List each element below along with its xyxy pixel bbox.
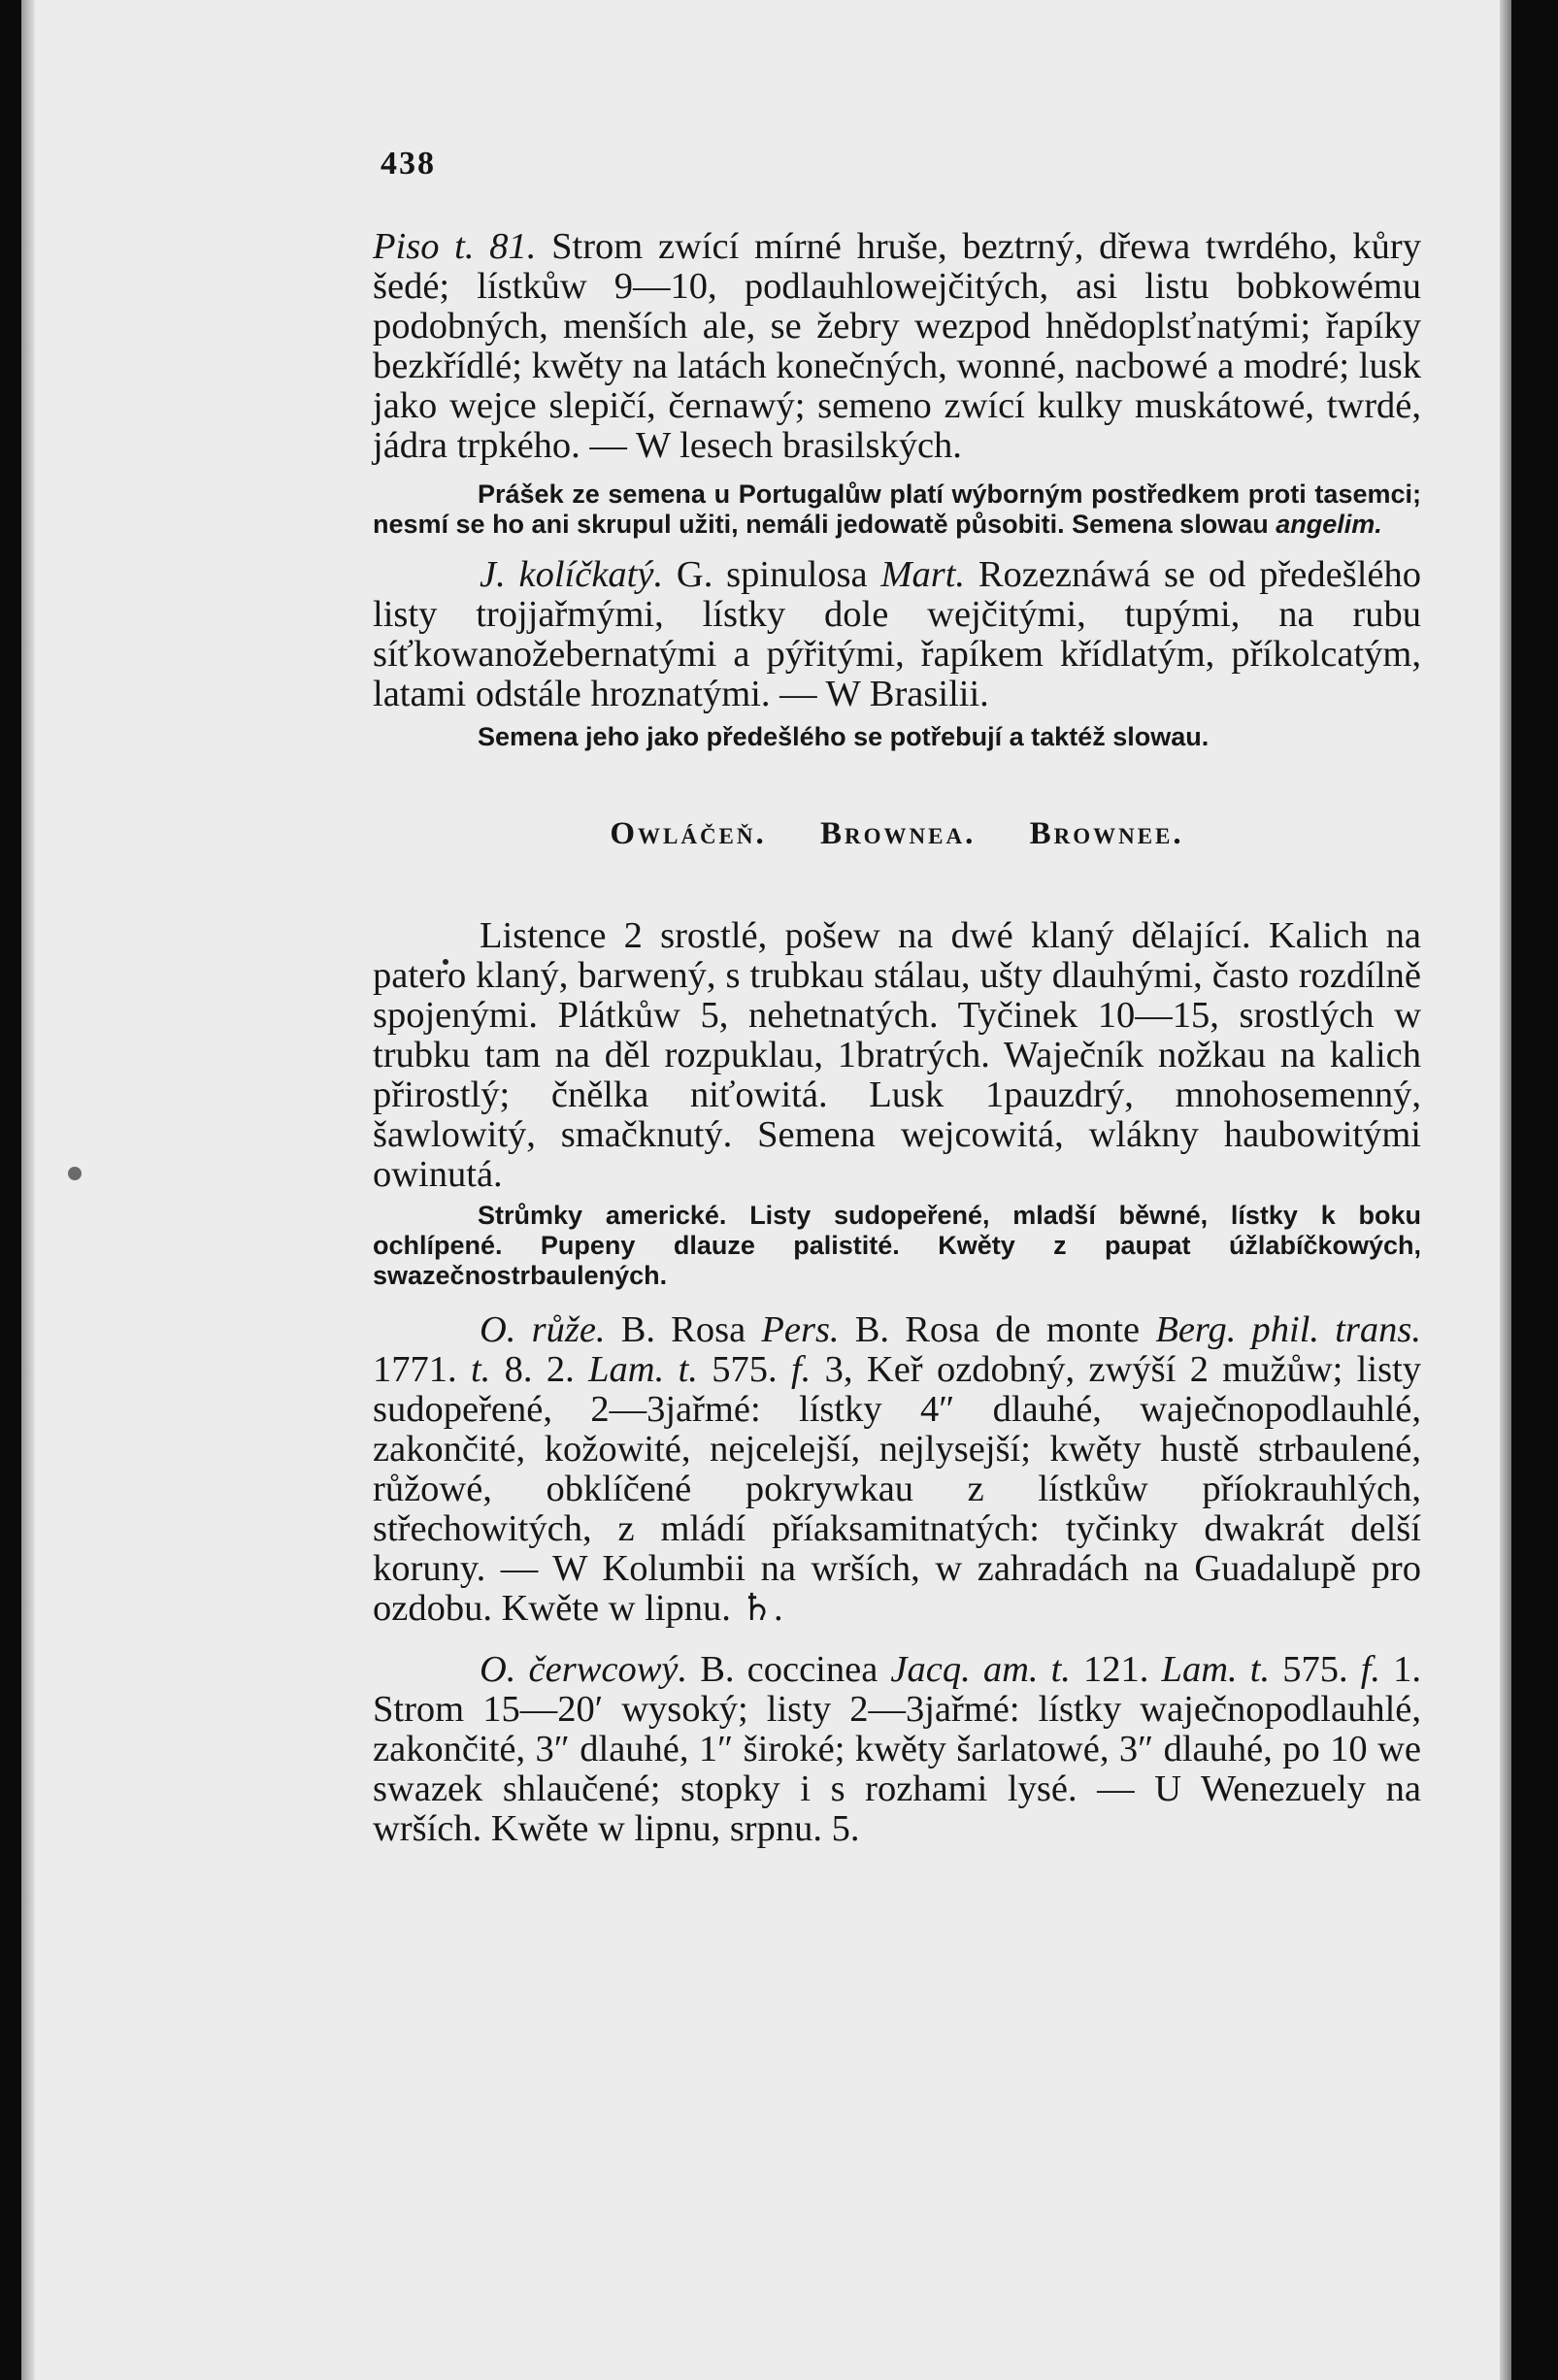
genus-note: Strůmky americké. Listy sudopeřené, mladší běwné, lístky k boku ochlípené. Pupeny dlauze palistité. Kwěty z paupat úžlabíčkowých, swazečnostrbaulených. bbox=[373, 1201, 1421, 1290]
species-ruze bbox=[373, 1310, 1421, 1629]
note-prasek-text: Prášek ze semena u Portugalůw platí wýborným postředkem proti tasemci; nesmí se ho ani skrupul užiti, nemáli jedowatě působiti. Semena slowau bbox=[373, 479, 1421, 539]
entry-kolickaty bbox=[373, 555, 1421, 714]
entry-kolickaty-text-a: G. spinulosa bbox=[663, 554, 881, 595]
entry-kolickaty-label: J. kolíčkatý. bbox=[480, 554, 664, 595]
note-semena: Semena jeho jako předešlého se potřebují a taktéž slowau. bbox=[478, 722, 1210, 751]
margin-mark bbox=[68, 1167, 82, 1180]
page-number: 438 bbox=[381, 146, 436, 182]
note-prasek bbox=[373, 479, 1421, 540]
page-spine-shadow bbox=[21, 0, 35, 2380]
species-ruze-text-b: B. Rosa de monte bbox=[839, 1309, 1156, 1350]
page-edge bbox=[1500, 0, 1511, 2380]
species-ruze-t: t. bbox=[470, 1349, 491, 1390]
genus-heading-latin2: Brownee. bbox=[1029, 816, 1184, 851]
species-cerwcowy-jacq: Jacq. am. t. bbox=[890, 1649, 1071, 1690]
species-ruze-text-c: 1771. bbox=[373, 1349, 471, 1390]
note-prasek-italic: angelim. bbox=[1276, 510, 1382, 539]
species-ruze-lam: Lam. t. bbox=[588, 1349, 698, 1390]
species-ruze-text-d: 8. 2. bbox=[490, 1349, 589, 1390]
genus-heading bbox=[373, 816, 1421, 852]
species-ruze-text-a: B. Rosa bbox=[605, 1309, 762, 1350]
entry-kolickaty-text-b: Rozeznáwá se od předešlého listy trojjařmými, lístky dole wejčitými, tupými, na rubu síťkowanožebernatými a pýřitými, řapíkem křídlatým, příkolcatým, latami odstále hroznatými. — W Brasilii. bbox=[373, 554, 1422, 714]
species-ruze-text-f: 3, Keř ozdobný, zwýší 2 mužůw; listy sudopeřené, 2—3jařmé: lístky 4″ dlauhé, waječnopodlauhlé, zakončité, kožowité, nejcelejší, nejlysejší; kwěty hustě strbaulené, růžowé, obklíčené pokrywkau z lístkůw příokrauhlých, střechowitých, z mládí příaksamitnatých: tyčinky dwakrát delší koruny. — W Kolumbii na wrších, w zahradách na Guadalupě pro ozdobu. Kwěte w lipnu. ♄. bbox=[373, 1349, 1422, 1629]
entry-kolickaty-author: Mart. bbox=[880, 554, 966, 595]
entry-piso-text: Strom zwící mírné hruše, beztrný, dřewa twrdého, kůry šedé; lístkůw 9—10, podlauhlowejčitých, asi listu bobkowému podobných, menších ale, se žebry wezpod hnědoplsťnatými; řapíky bezkřídlé; kwěty na latách konečných, wonné, nacbowé a modré; lusk jako wejce slepičí, černawý; semeno zwící kulky muskátowé, twrdé, jádra trpkého. — W lesech brasilských. bbox=[373, 226, 1421, 466]
genus-heading-czech: Owláčeň. bbox=[610, 816, 767, 851]
genus-heading-latin: Brownea. bbox=[820, 816, 977, 851]
entry-piso bbox=[373, 227, 1421, 466]
species-cerwcowy-lam: Lam. t. bbox=[1161, 1649, 1271, 1690]
species-cerwcowy-name: O. čerwcowý. bbox=[480, 1649, 688, 1690]
species-ruze-text-e: 575. bbox=[697, 1349, 791, 1390]
genus-description: Listence 2 srostlé, pošew na dwé klaný dělající. Kalich na patero klaný, barwený, s trubkau stálau, ušty dlauhými, často rozdílně spojenými. Plátkůw 5, nehetnatých. Tyčinek 10—15, srostlých w trubku tam na děl rozpuklau, 1bratrých. Waječník nožkau na kalich přirostlý; čnělka niťowitá. Lusk 1pauzdrý, mnohosemenný, šawlowitý, smačknutý. Semena wejcowitá, wlákny haubowitými owinutá. bbox=[373, 915, 1421, 1195]
entry-piso-label: Piso t. 81. bbox=[373, 226, 537, 267]
species-ruze-f: f. bbox=[790, 1349, 812, 1390]
species-ruze-pers: Pers. bbox=[761, 1309, 840, 1350]
page-content bbox=[373, 146, 1421, 1849]
species-cerwcowy-text-d: 1. Strom 15—20′ wysoký; listy 2—3jařmé: lístky waječnopodlauhlé, zakončité, 3″ dlauhé, 1″ široké; kwěty šarlatowé, 3″ dlauhé, po 10 we swazek shlaučené; stopky i s rozhami lysé. — U Wenezuely na wrších. Kwěte w lipnu, srpnu. 5. bbox=[373, 1649, 1422, 1849]
species-cerwcowy bbox=[373, 1650, 1421, 1849]
species-cerwcowy-text-b: 121. bbox=[1070, 1649, 1162, 1690]
species-ruze-ref: Berg. phil. trans. bbox=[1155, 1309, 1421, 1350]
species-cerwcowy-text-a: B. coccinea bbox=[687, 1649, 891, 1690]
species-cerwcowy-text-c: 575. bbox=[1270, 1649, 1361, 1690]
species-ruze-name: O. růže. bbox=[480, 1309, 606, 1350]
species-cerwcowy-f: f. bbox=[1360, 1649, 1381, 1690]
